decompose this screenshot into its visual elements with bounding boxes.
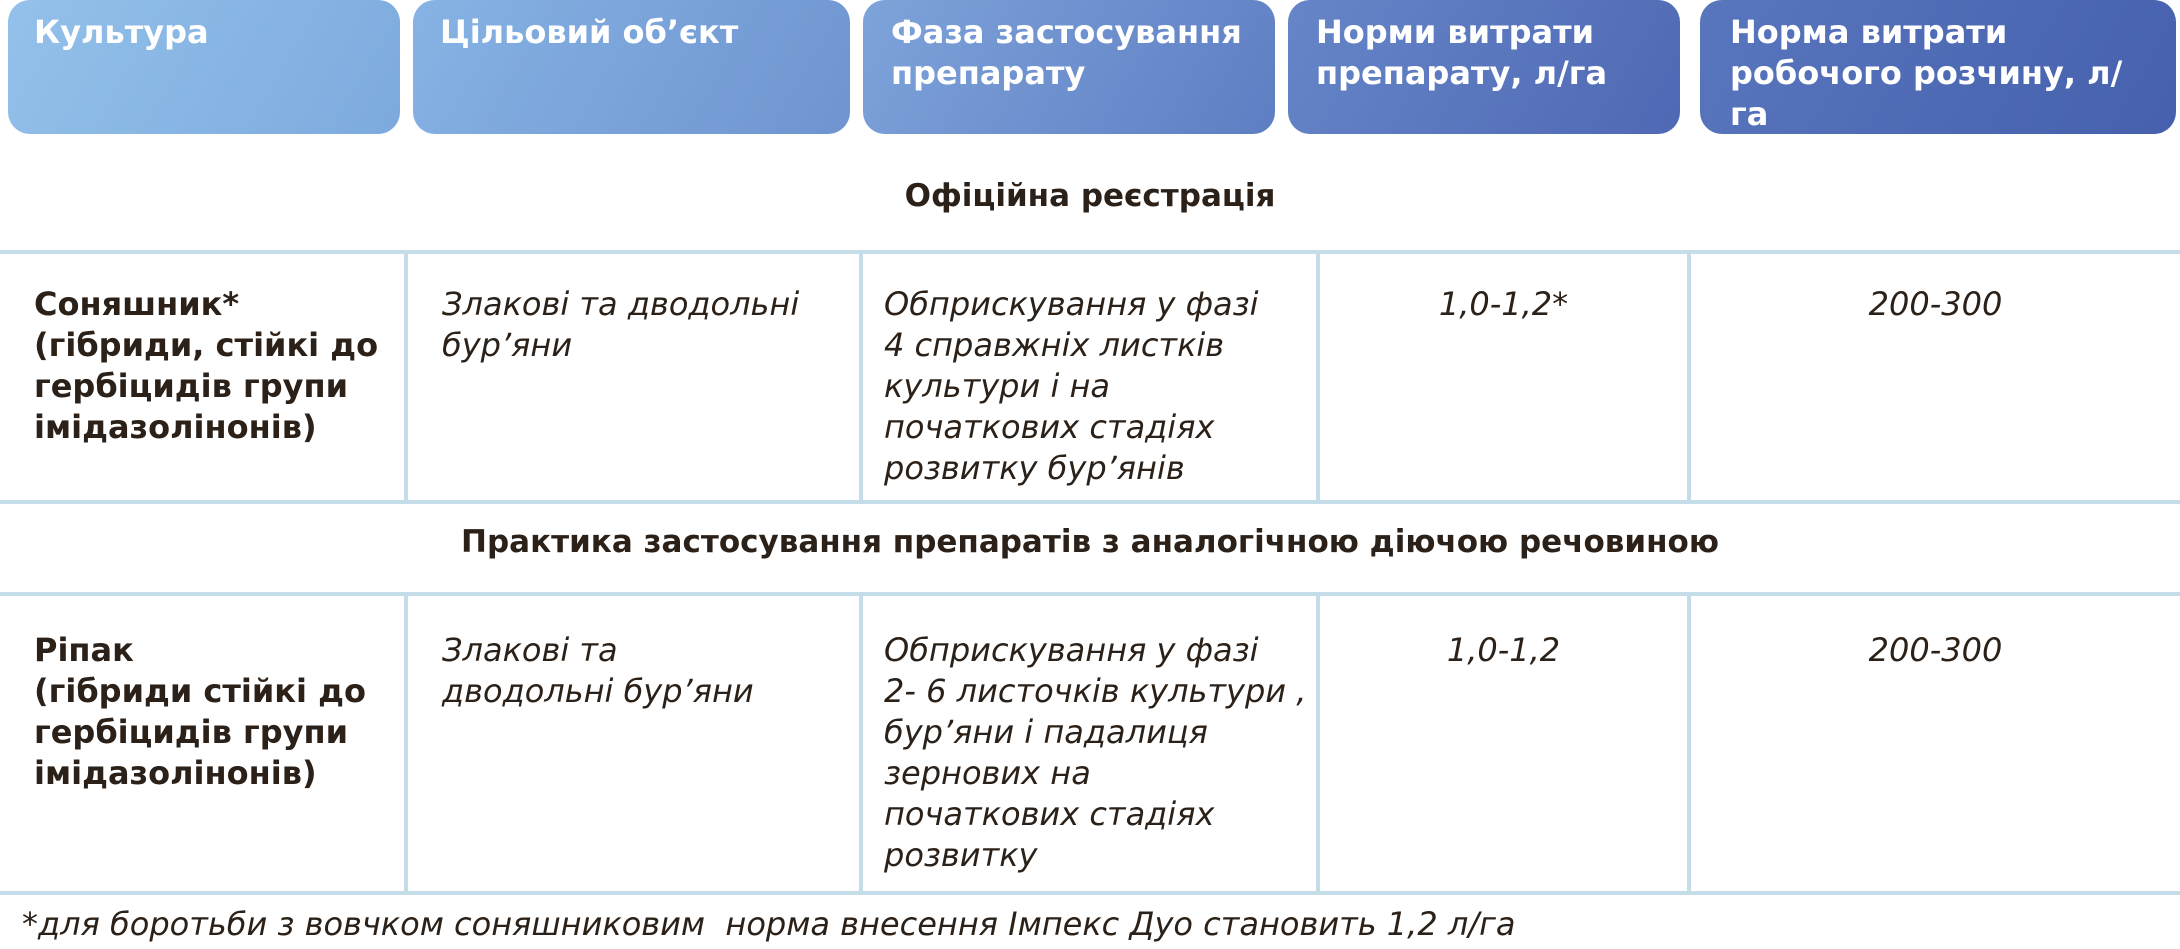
row1-phase: Обприскування у фазі 4 справжніх листків культури і на початкових стадіях розвитку бур’янів [884,285,1259,487]
row2-solution: 200-300 [1868,631,2003,669]
header-rate [1288,0,1680,134]
row1-rate: 1,0-1,2* [1438,285,1569,323]
table-divider [0,891,2180,895]
column-divider [404,252,408,502]
row2-phase: Обприскування у фазі 2- 6 листочків культури , бур’яни і падалиця зернових на початкових стадіях розвитку [884,631,1307,874]
header-phase-label: Фаза застосування препарату [891,13,1242,92]
header-target [413,0,850,134]
header-rate-label: Норми витрати препарату, л/га [1316,13,1608,92]
section-title-official: Офіційна реєстрація [904,178,1276,214]
row1-culture: Соняшник* (гібриди, стійкі до гербіцидів групи імідазолінонів) [34,285,379,446]
row2-rate: 1,0-1,2 [1446,631,1561,669]
header-solution [1700,0,2176,134]
column-divider [404,594,408,893]
header-target-label: Цільовий об’єкт [440,13,739,51]
section-title-practice: Практика застосування препаратів з аналогічною діючою речовиною [461,524,1719,560]
table-divider [0,500,2180,504]
row2-target: Злакові та дводольні бур’яни [442,631,754,710]
row1-target: Злакові та дводольні бур’яни [442,285,800,364]
row1-solution: 200-300 [1868,285,2003,323]
table-divider [0,250,2180,254]
table-divider [0,592,2180,596]
row2-culture: Ріпак (гібриди стійкі до гербіцидів групи імідазолінонів) [34,631,366,792]
header-culture [8,0,400,134]
header-phase [863,0,1275,134]
header-culture-label: Культура [34,13,209,51]
header-solution-label: Норма витрати робочого розчину, л/га [1730,13,2123,133]
column-divider [859,252,863,502]
footnote: *для боротьби з вовчком соняшниковим норма внесення Імпекс Дуо становить 1,2 л/га [22,905,1516,943]
column-divider [859,594,863,893]
